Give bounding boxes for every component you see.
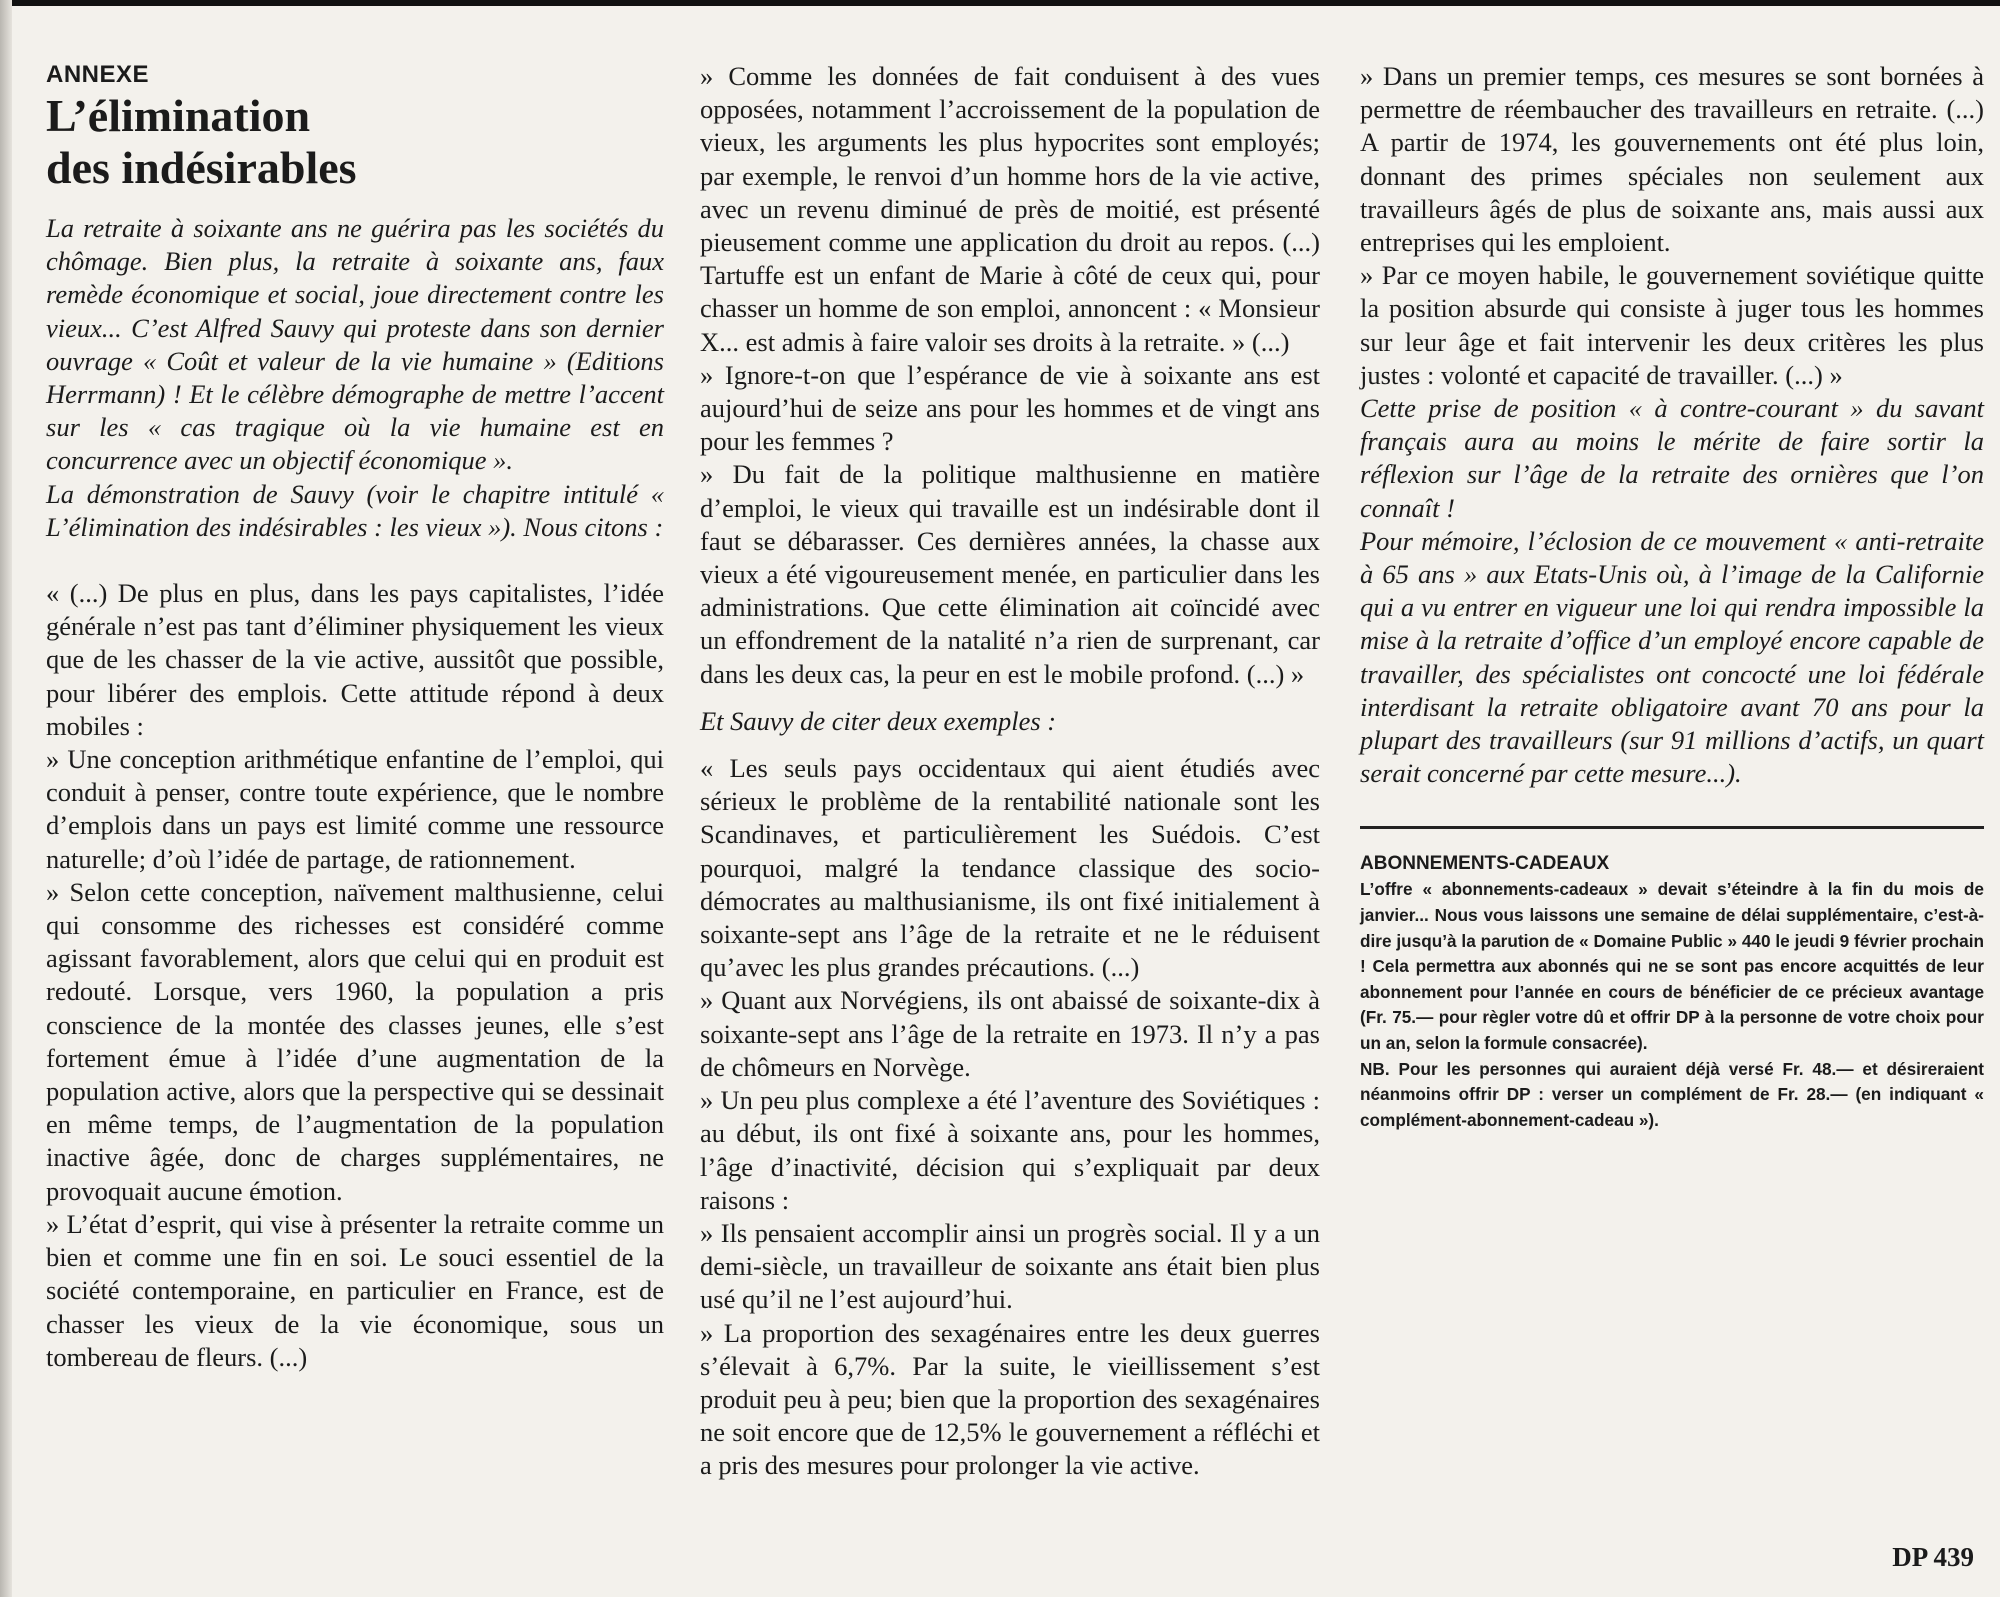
article-title bbox=[46, 90, 664, 194]
box-divider bbox=[1360, 826, 1984, 829]
section-kicker: ANNEXE bbox=[46, 61, 150, 88]
closing-paragraph: Cette prise de position « à contre-courant » du savant français aura au moins le mérite de faire sortir la réflexion sur l’âge de la retraite des ornières que l’on connaît ! bbox=[1360, 393, 1984, 523]
quote-paragraph: » Une conception arithmétique enfantine de l’emploi, qui conduit à penser, contre toute expérience, que le nombre d’emplois dans un pays est limité comme une ressource naturelle; d’où l’idée de partage, de rationnement. bbox=[46, 744, 664, 874]
column-1 bbox=[46, 60, 664, 1374]
quote-paragraph: » Ignore-t-on que l’espérance de vie à soixante ans est aujourd’hui de seize ans pour les hommes et de vingt ans pour les femmes ? bbox=[700, 359, 1320, 457]
intro-paragraph: La démonstration de Sauvy (voir le chapitre intitulé « L’élimination des indésirables : les vieux »). Nous citons : bbox=[46, 478, 664, 542]
example-paragraph: » Ils pensaient accomplir ainsi un progrès social. Il y a un demi-siècle, un travailleur de soixante ans était bien plus usé qu’il ne l’est aujourd’hui. bbox=[700, 1217, 1320, 1315]
page-edge bbox=[0, 0, 12, 1597]
column-2 bbox=[700, 60, 1320, 1483]
quote-paragraph: » Du fait de la politique malthusienne en matière d’emploi, le vieux qui travaille est un indésirable dont il faut se débarasser. Ces dernières années, la chasse aux vieux a été vigoureusement menée, en particulier dans les administrations. Que cette élimination ait coïncidé avec un effondrement de la natalité n’a rien de surprenant, car dans les deux cas, la peur en est le mobile profond. (...) » bbox=[700, 459, 1320, 689]
quote-paragraph: » Comme les données de fait conduisent à des vues opposées, notamment l’accroissement de la population de vieux, les arguments les plus hypocrites sont employés; par exemple, le renvoi d’un homme hors de la vie active, avec un revenu diminué de près de moitié, est présenté pieusement comme une application du droit au repos. (...) Tartuffe est un enfant de Marie à côté de ceux qui, pour chasser un homme de son emploi, annoncent : « Monsieur X... est admis à faire valoir ses droits à la retraite. » (...) bbox=[700, 61, 1320, 357]
example-paragraph: » La proportion des sexagénaires entre les deux guerres s’élevait à 6,7%. Par la suite, le vieillissement s’est produit peu à peu; bien que la proportion des sexagénaires ne soit encore que de 12,5% le gouvernement a réfléchi et a pris des mesures pour prolonger la vie active. bbox=[700, 1317, 1320, 1481]
box-paragraph: L’offre « abonnements-cadeaux » devait s’éteindre à la fin du mois de janvier... Nous vous laissons une semaine de délai supplémentaire, c’est-à-dire jusqu’à la parution de « Domaine Public » 440 le jeudi 9 février prochain ! Cela permettra aux abonnés qui ne se sont pas encore acquittés de leur abonnement pour l’année en cours de bénéficier de ce précieux avantage (Fr. 75.— pour règler votre dû et offrir DP à la personne de votre choix pour un an, selon la formule consacrée). bbox=[1360, 879, 1984, 1054]
quote-paragraph: » L’état d’esprit, qui vise à présenter la retraite comme un bien et comme une fin en soi. Le souci essentiel de la société contemporaine, en particulier en France, est de chasser les vieux de la vie économique, sous un tombereau de fleurs. (...) bbox=[46, 1208, 664, 1372]
example-paragraph: » Quant aux Norvégiens, ils ont abaissé de soixante-dix à soixante-sept ans l’âge de la retraite en 1973. Il n’y a pas de chômeurs en Norvège. bbox=[700, 985, 1320, 1082]
example-paragraph: » Dans un premier temps, ces mesures se sont bornées à permettre de réembaucher des travailleurs en retraite. (...) A partir de 1974, les gouvernements ont été plus loin, donnant des primes spéciales non seulement aux travailleurs âgés de plus de soixante ans, mais aussi aux entreprises qui les emploient. bbox=[1360, 61, 1984, 258]
column-3 bbox=[1360, 60, 1984, 1133]
quote-paragraph: « (...) De plus en plus, dans les pays capitalistes, l’idée générale n’est pas tant d’éliminer physiquement les vieux que de les chasser de la vie active, aussitôt que possible, pour libérer des emplois. Cette attitude répond à deux mobiles : bbox=[46, 578, 664, 741]
quote-paragraph: » Selon cette conception, naïvement malthusienne, celui qui consomme des richesses est considéré comme agissant favorablement, alors que celui qui en produit est redouté. Lorsque, vers 1960, la population a pris conscience de la montée des classes jeunes, elle s’est fortement émue à l’idée d’une augmentation de la population active, alors que la perspective qui se dessinait en même temps, de l’augmentation de la population inactive âgée, donc de charges supplémentaires, ne provoquait aucune émotion. bbox=[46, 876, 664, 1206]
box-paragraph: NB. Pour les personnes qui auraient déjà versé Fr. 48.— et désireraient néanmoins offrir DP : verser un complément de Fr. 28.— (en indiquant « complément-abonnement-cadeau »). bbox=[1360, 1058, 1984, 1130]
example-paragraph: » Par ce moyen habile, le gouvernement soviétique quitte la position absurde qui consiste à juger tous les hommes sur leur âge et fait intervenir les deux critères les plus justes : volonté et capacité de travailler. (...) » bbox=[1360, 260, 1984, 390]
box-title: ABONNEMENTS-CADEAUX bbox=[1360, 853, 1610, 875]
top-rule bbox=[0, 0, 2000, 6]
example-paragraph: « Les seuls pays occidentaux qui aient étudiés avec sérieux le problème de la rentabilité nationale sont les Scandinaves, et particulièrement les Suédois. C’est pourquoi, malgré la tendance classique des socio-démocrates au malthusianisme, ils ont fixé initialement à soixante-sept ans l’âge de la retraite et ne le réduisent qu’avec les plus grandes précautions. (...) bbox=[700, 753, 1320, 983]
title-line-1: L’élimination bbox=[46, 90, 311, 141]
title-line-2: des indésirables bbox=[46, 142, 357, 193]
page-folio: DP 439 bbox=[1892, 1542, 1974, 1572]
bridge-sentence: Et Sauvy de citer deux exemples : bbox=[700, 705, 1057, 736]
example-paragraph: » Un peu plus complexe a été l’aventure des Soviétiques : au début, ils ont fixé à soixante ans, pour les hommes, l’âge d’inactivité, décision qui s’expliquait par deux raisons : bbox=[700, 1085, 1320, 1215]
intro-paragraph: La retraite à soixante ans ne guérira pas les sociétés du chômage. Bien plus, la retraite à soixante ans, faux remède économique et social, joue directement contre les vieux... C’est Alfred Sauvy qui proteste dans son dernier ouvrage « Coût et valeur de la vie humaine » (Editions Herrmann) ! Et le célèbre démographe de mettre l’accent sur les « cas tragique où la vie humaine est en concurrence avec un objectif économique ». bbox=[46, 213, 664, 476]
closing-paragraph: Pour mémoire, l’éclosion de ce mouvement « anti-retraite à 65 ans » aux Etats-Unis où, à l’image de la Californie qui a vu entrer en vigueur une loi qui rendra impossible la mise à la retraite d’office d’un employé encore capable de travailler, des spécialistes ont concocté une loi fédérale interdisant la retraite obligatoire avant 70 ans pour la plupart des travailleurs (sur 91 millions d’actifs, un quart serait concerné par cette mesure...). bbox=[1360, 525, 1984, 789]
